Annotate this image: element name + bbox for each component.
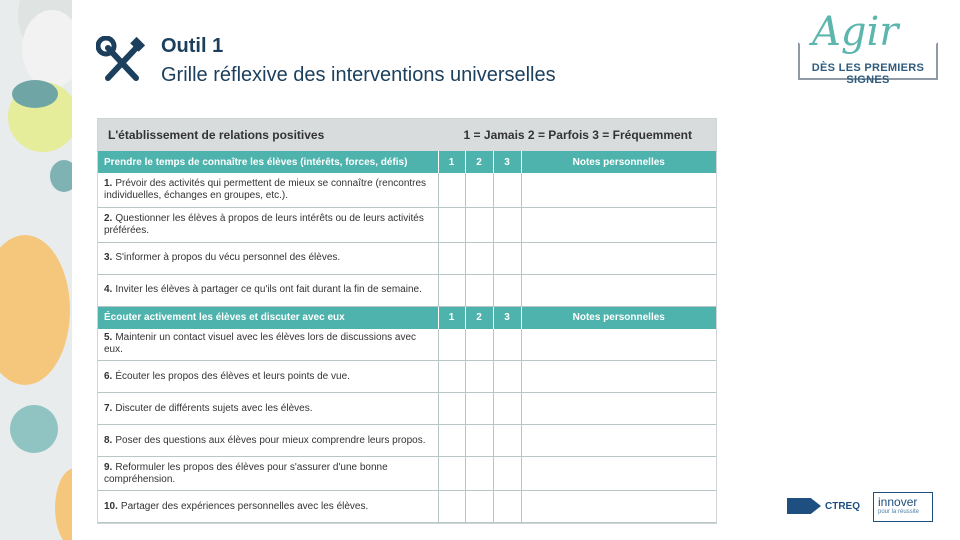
rating-scale-legend: 1 = Jamais 2 = Parfois 3 = Fréquemment: [463, 128, 692, 142]
rating-cell-2[interactable]: [465, 425, 493, 457]
rating-cell-1[interactable]: [438, 457, 465, 491]
notes-column-header: Notes personnelles: [521, 151, 716, 173]
page-subtitle: Grille réflexive des interventions universelles: [161, 64, 556, 86]
notes-cell[interactable]: [521, 425, 716, 457]
question-text: Poser des questions aux élèves pour mieux comprendre leurs propos.: [115, 434, 426, 446]
question-number: 9.: [104, 461, 113, 473]
table-row: [98, 207, 716, 242]
table-row: [98, 491, 716, 523]
decor-bubble: [0, 235, 70, 385]
innover-label: innover: [878, 495, 918, 509]
notes-cell[interactable]: [521, 361, 716, 393]
table-row: [98, 457, 716, 491]
decor-bubble: [12, 80, 58, 108]
notes-cell[interactable]: [521, 242, 716, 274]
question-cell: [98, 457, 438, 491]
rating-cell-1[interactable]: [438, 242, 465, 274]
question-number: 10.: [104, 500, 118, 512]
question-number: 8.: [104, 434, 113, 446]
rating-cell-3[interactable]: [493, 361, 521, 393]
question-cell: [98, 242, 438, 274]
innover-logo: [873, 492, 933, 522]
question-text: Écouter les propos des élèves et leurs points de vue.: [115, 370, 350, 382]
rating-cell-3[interactable]: [493, 425, 521, 457]
rating-cell-2[interactable]: [465, 242, 493, 274]
agir-logo: [798, 9, 942, 86]
rating-cell-3[interactable]: [493, 274, 521, 306]
ctreq-label: CTREQ: [825, 500, 860, 512]
question-cell: [98, 361, 438, 393]
notes-cell[interactable]: [521, 491, 716, 523]
decor-bubble: [50, 160, 72, 192]
innover-sublabel: pour la réussite: [878, 509, 920, 515]
title-block: [161, 34, 556, 90]
section-header-row: [98, 306, 716, 329]
rating-cell-2[interactable]: [465, 274, 493, 306]
table-row: [98, 425, 716, 457]
rating-cell-1[interactable]: [438, 274, 465, 306]
section-header-row: [98, 151, 716, 173]
decor-bubble: [55, 468, 72, 540]
question-number: 3.: [104, 252, 113, 263]
table-row: [98, 173, 716, 207]
rating-cell-3[interactable]: [493, 173, 521, 207]
rating-cell-2[interactable]: [465, 207, 493, 242]
notes-cell[interactable]: [521, 457, 716, 491]
tools-icon: [96, 36, 148, 88]
table-row: [98, 274, 716, 306]
rating-cell-2[interactable]: [465, 173, 493, 207]
question-text: Inviter les élèves à partager ce qu'ils ont fait durant la fin de semaine.: [115, 284, 422, 295]
section-title: Prendre le temps de connaître les élèves (intérêts, forces, défis): [98, 151, 438, 173]
question-cell: [98, 207, 438, 242]
question-text: Questionner les élèves à propos de leurs intérêts ou de leurs activités préférées.: [104, 212, 424, 236]
rating-cell-2[interactable]: [465, 491, 493, 523]
ctreq-logo: [787, 492, 867, 520]
notes-cell[interactable]: [521, 393, 716, 425]
rating-cell-2[interactable]: [465, 457, 493, 491]
question-cell: [98, 491, 438, 523]
decor-bubble: [10, 405, 58, 453]
rating-cell-1[interactable]: [438, 393, 465, 425]
section-title: Écouter activement les élèves et discuter avec eux: [98, 306, 438, 329]
notes-column-header: Notes personnelles: [521, 306, 716, 329]
rating-cell-1[interactable]: [438, 207, 465, 242]
question-number: 6.: [104, 370, 113, 382]
rating-col-1: 1: [438, 306, 465, 329]
table-row: [98, 361, 716, 393]
decorative-sidebar: [0, 0, 72, 540]
reflexive-grid-table: [98, 151, 716, 523]
question-text: Reformuler les propos des élèves pour s'assurer d'une bonne compréhension.: [104, 461, 388, 485]
table-row: [98, 329, 716, 361]
question-cell: [98, 393, 438, 425]
question-cell: [98, 329, 438, 361]
rating-col-3: 3: [493, 151, 521, 173]
decor-bubble: [22, 10, 72, 88]
rating-col-2: 2: [465, 151, 493, 173]
rating-cell-3[interactable]: [493, 491, 521, 523]
question-text: S'informer à propos du vécu personnel des élèves.: [115, 252, 341, 263]
rating-cell-1[interactable]: [438, 173, 465, 207]
notes-cell[interactable]: [521, 173, 716, 207]
question-cell: [98, 173, 438, 207]
rating-cell-3[interactable]: [493, 242, 521, 274]
rating-cell-3[interactable]: [493, 207, 521, 242]
question-text: Prévoir des activités qui permettent de mieux se connaître (rencontres individuelles, échanges en groupes, etc.).: [104, 177, 427, 201]
rating-cell-1[interactable]: [438, 329, 465, 361]
rating-cell-2[interactable]: [465, 329, 493, 361]
question-number: 4.: [104, 284, 113, 295]
rating-cell-3[interactable]: [493, 457, 521, 491]
rating-cell-2[interactable]: [465, 361, 493, 393]
notes-cell[interactable]: [521, 207, 716, 242]
rating-col-2: 2: [465, 306, 493, 329]
reflexive-grid-sheet: [97, 118, 717, 524]
question-number: 5.: [104, 332, 113, 344]
question-number: 1.: [104, 177, 113, 189]
rating-cell-2[interactable]: [465, 393, 493, 425]
rating-cell-1[interactable]: [438, 361, 465, 393]
ctreq-mark-icon: [787, 498, 821, 514]
rating-cell-1[interactable]: [438, 425, 465, 457]
sheet-header: [98, 119, 716, 151]
sheet-heading: L'établissement de relations positives: [108, 128, 325, 142]
logo-tagline: DÈS LES PREMIERS SIGNES: [811, 62, 925, 86]
rating-cell-3[interactable]: [493, 329, 521, 361]
rating-col-3: 3: [493, 306, 521, 329]
rating-cell-3[interactable]: [493, 393, 521, 425]
question-cell: [98, 274, 438, 306]
table-row: [98, 393, 716, 425]
rating-col-1: 1: [438, 151, 465, 173]
table-row: [98, 242, 716, 274]
page-title: Outil 1: [161, 35, 224, 57]
notes-cell[interactable]: [521, 274, 716, 306]
logo-script: Agir: [808, 10, 902, 54]
notes-cell[interactable]: [521, 329, 716, 361]
question-cell: [98, 425, 438, 457]
question-number: 2.: [104, 212, 113, 224]
question-text: Partager des expériences personnelles avec les élèves.: [120, 500, 369, 512]
rating-cell-1[interactable]: [438, 491, 465, 523]
question-number: 7.: [104, 402, 113, 414]
question-text: Maintenir un contact visuel avec les élèves lors de discussions avec eux.: [104, 332, 417, 356]
question-text: Discuter de différents sujets avec les élèves.: [115, 402, 313, 414]
